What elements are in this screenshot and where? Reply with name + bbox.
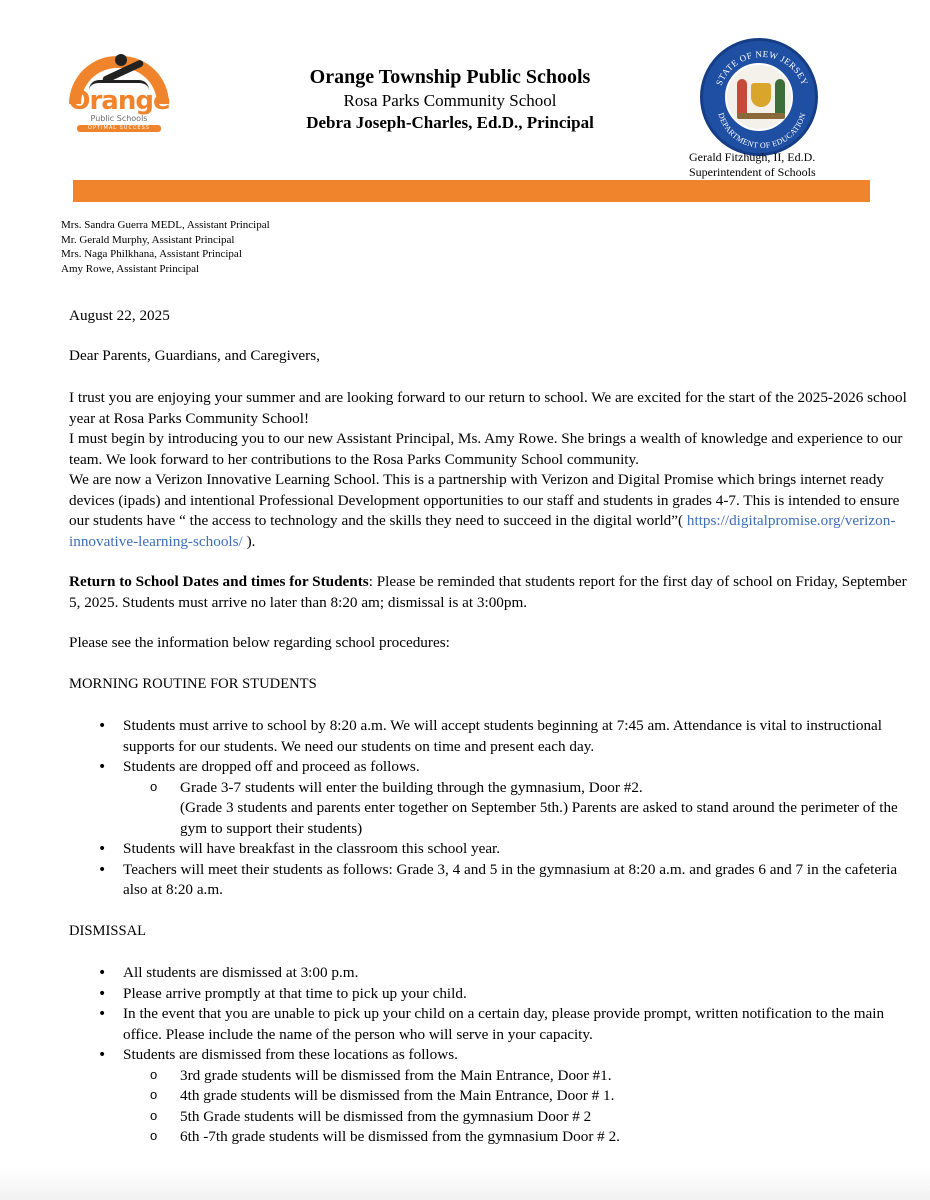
- assistant-principal: Mr. Gerald Murphy, Assistant Principal: [61, 233, 235, 246]
- assistant-principal: Mrs. Naga Philkhana, Assistant Principal: [61, 248, 242, 260]
- superintendent-block: [689, 150, 889, 180]
- letterhead-divider-bar: [73, 180, 870, 202]
- logo-wordmark: Orange: [68, 86, 170, 116]
- orange-public-schools-logo: [55, 50, 183, 132]
- salutation: Dear Parents, Guardians, and Caregivers,: [69, 346, 320, 364]
- principal-name: Debra Joseph-Charles, Ed.D., Principal: [306, 113, 594, 132]
- nj-department-of-education-seal: [700, 38, 818, 156]
- sublist-item: [123, 778, 914, 840]
- letter-body: [69, 306, 914, 1148]
- seal-figure-left-icon: [737, 79, 747, 115]
- sublist-item: o 5th Grade students will be dismissed from the gymnasium Door # 2: [123, 1107, 914, 1128]
- return-to-school-heading: Return to School Dates and times for Students: [69, 573, 369, 590]
- list-item: • In the event that you are unable to pick up your child on a certain day, please provide prompt, written notification to the main office. Please include the name of the person who will serve in your capacity.: [69, 1004, 914, 1045]
- district-name: Orange Township Public Schools: [309, 66, 591, 88]
- assistant-principals-list: [61, 218, 270, 276]
- page-bottom-shadow: [0, 1168, 930, 1200]
- seal-shield-icon: [751, 83, 771, 107]
- list-item-text: Students are dropped off and proceed as follows.: [123, 758, 420, 775]
- school-name: Rosa Parks Community School: [343, 91, 557, 110]
- procedures-intro: Please see the information below regarding school procedures:: [69, 634, 450, 651]
- list-item: • Teachers will meet their students as follows: Grade 3, 4 and 5 in the gymnasium at 8:20 a.m. and grades 6 and 7 in the cafeteria also at 8:20 a.m.: [69, 860, 914, 901]
- return-to-school-text: : Please be reminded that students report for the first day of school on Friday, September 5, 2025. Students must arrive no later than 8:20 am; dismissal is at 3:00pm.: [69, 573, 907, 611]
- list-item: [69, 757, 914, 839]
- logo-subtitle: Public Schools: [90, 114, 148, 123]
- entry-sublist: [123, 778, 914, 840]
- sublist-item: o 4th grade students will be dismissed from the Main Entrance, Door # 1.: [123, 1086, 914, 1107]
- dismissal-locations-sublist: [123, 1066, 914, 1148]
- superintendent-name: Gerald Fitzhugh, II, Ed.D.: [689, 150, 816, 164]
- sublist-item-note: (Grade 3 students and parents enter together on September 5th.) Parents are asked to stand around the perimeter of the gym to support their students): [180, 799, 898, 837]
- verizon-program-link[interactable]: https://digitalpromise.org/verizon-innovative-learning-schools/: [69, 512, 896, 550]
- seal-figure-right-icon: [775, 79, 785, 115]
- seal-center: [725, 63, 793, 131]
- logo-tagline: OPTIMAL SUCCESS: [77, 125, 161, 132]
- dismissal-title: DISMISSAL: [69, 922, 147, 939]
- paragraph-intro: I trust you are enjoying your summer and are looking forward to our return to school. We are excited for the start of the 2025-2026 school year at Rosa Parks Community School!: [69, 389, 907, 427]
- morning-routine-list: [69, 716, 914, 901]
- logo-figure-icon: [115, 54, 127, 66]
- seal-base-icon: [737, 113, 785, 119]
- sublist-item: o 3rd grade students will be dismissed from the Main Entrance, Door #1.: [123, 1066, 914, 1087]
- list-item: [69, 1045, 914, 1148]
- list-item: • Students will have breakfast in the classroom this school year.: [69, 839, 914, 860]
- list-item: • Please arrive promptly at that time to pick up your child.: [69, 984, 914, 1005]
- seal-ring-bottom: DEPARTMENT OF EDUCATION: [716, 111, 808, 151]
- dismissal-list: [69, 963, 914, 1148]
- verizon-text-end: ).: [246, 532, 256, 550]
- letter-date: August 22, 2025: [69, 307, 170, 324]
- paragraph-verizon: [69, 470, 914, 552]
- paragraph-new-assistant-principal: I must begin by introducing you to our new Assistant Principal, Ms. Amy Rowe. She brings a wealth of knowledge and experience to our team. We look forward to her contributions to the Rosa Parks Community School community.: [69, 430, 903, 468]
- seal-ring-top: STATE OF NEW JERSEY: [713, 48, 811, 87]
- verizon-text: We are now a Verizon Innovative Learning School. This is a partnership with Verizon and Digital Promise which brings internet ready devices (ipads) and intentional Professional Development opportunities to our staff and students in grades 4-7. This is intended to ensure our students have “ the access to technology and the skills they need to succeed in the digital world”(: [69, 471, 900, 529]
- list-item: • All students are dismissed at 3:00 p.m.: [69, 963, 914, 984]
- assistant-principal: Mrs. Sandra Guerra MEDL, Assistant Principal: [61, 219, 270, 231]
- sublist-item-line: o Grade 3-7 students will enter the building through the gymnasium, Door #2.: [180, 778, 643, 796]
- list-item: • Students must arrive to school by 8:20 a.m. We will accept students beginning at 7:45 am. Attendance is vital to instructional supports for our students. We need our students on time and present each day.: [69, 716, 914, 757]
- return-to-school-paragraph: [69, 572, 914, 613]
- sublist-item: o 6th -7th grade students will be dismissed from the gymnasium Door # 2.: [123, 1127, 914, 1148]
- superintendent-title: Superintendent of Schools: [689, 165, 816, 179]
- letterhead-heading: [250, 64, 650, 134]
- morning-routine-title: MORNING ROUTINE FOR STUDENTS: [69, 675, 317, 692]
- list-item-text: Students are dismissed from these locations as follows.: [123, 1046, 458, 1063]
- assistant-principal: Amy Rowe, Assistant Principal: [61, 262, 200, 275]
